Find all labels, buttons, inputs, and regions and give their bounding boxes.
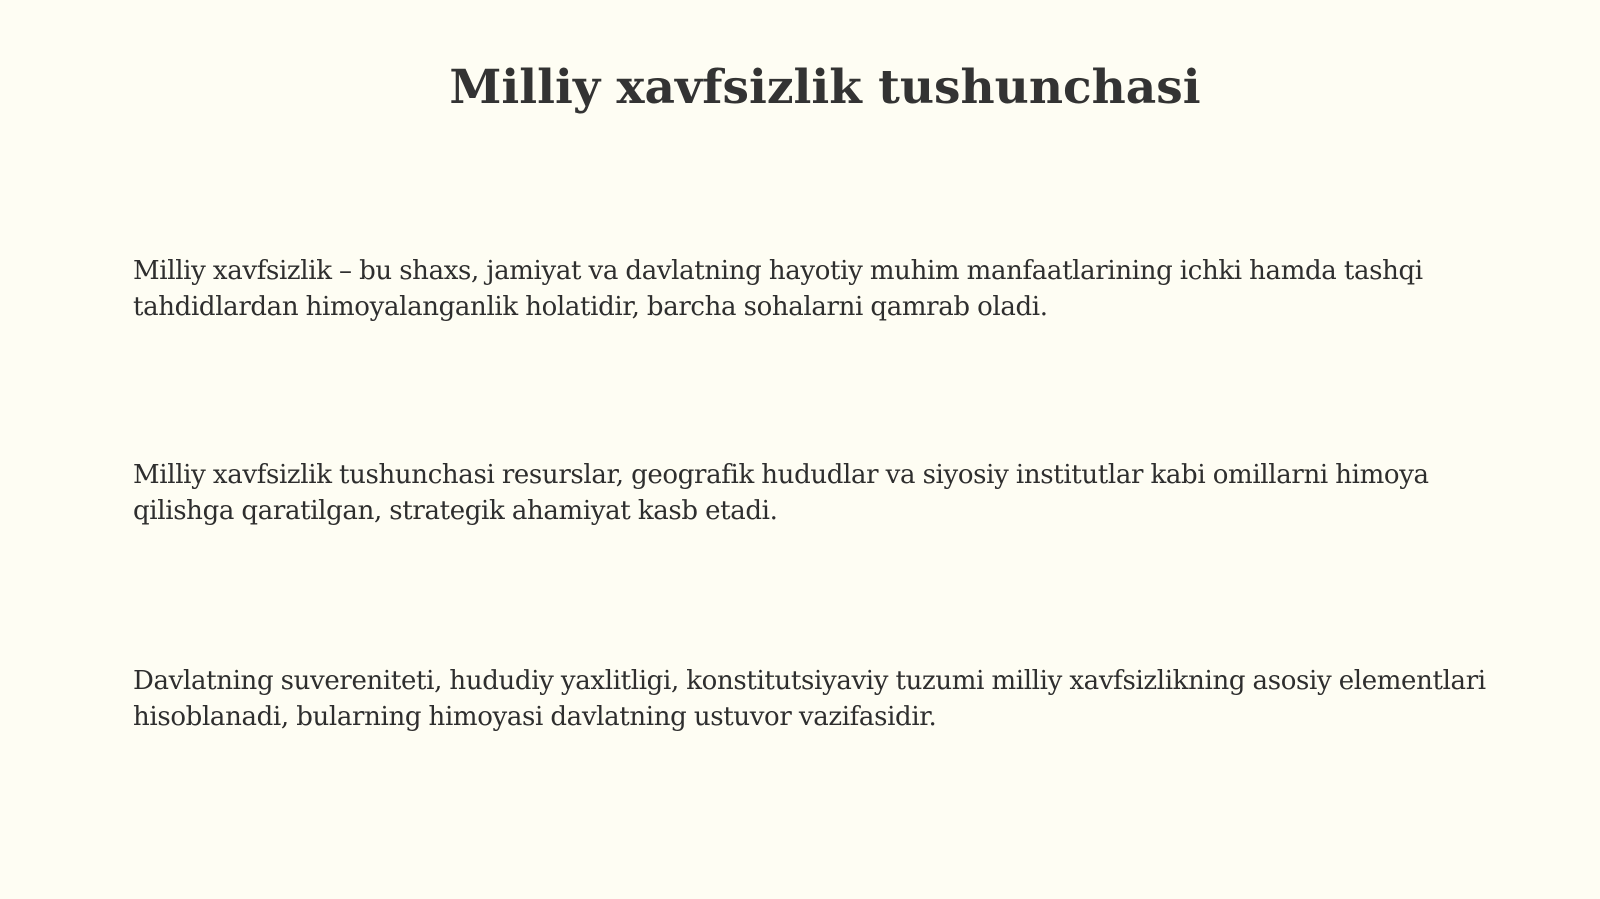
paragraph-elements: Davlatning suvereniteti, hududiy yaxlitligi, konstitutsiyaviy tuzumi milliy xavfsizlikning asosiy elementlari hisoblanadi, bularning himoyasi davlatning ustuvor vazifasidir. [133, 666, 1486, 732]
paragraph-concept: Milliy xavfsizlik tushunchasi resurslar, geografik hududlar va siyosiy institutlar kabi omillarni himoya qilishga qaratilgan, strategik ahamiyat kasb etadi. [133, 460, 1429, 526]
paragraph-definition: Milliy xavfsizlik – bu shaxs, jamiyat va davlatning hayotiy muhim manfaatlarining ichki hamda tashqi tahdidlardan himoyalanganlik holatidir, barcha sohalarni qamrab oladi. [133, 256, 1423, 322]
slide-title: Milliy xavfsizlik tushunchasi [449, 60, 1201, 115]
